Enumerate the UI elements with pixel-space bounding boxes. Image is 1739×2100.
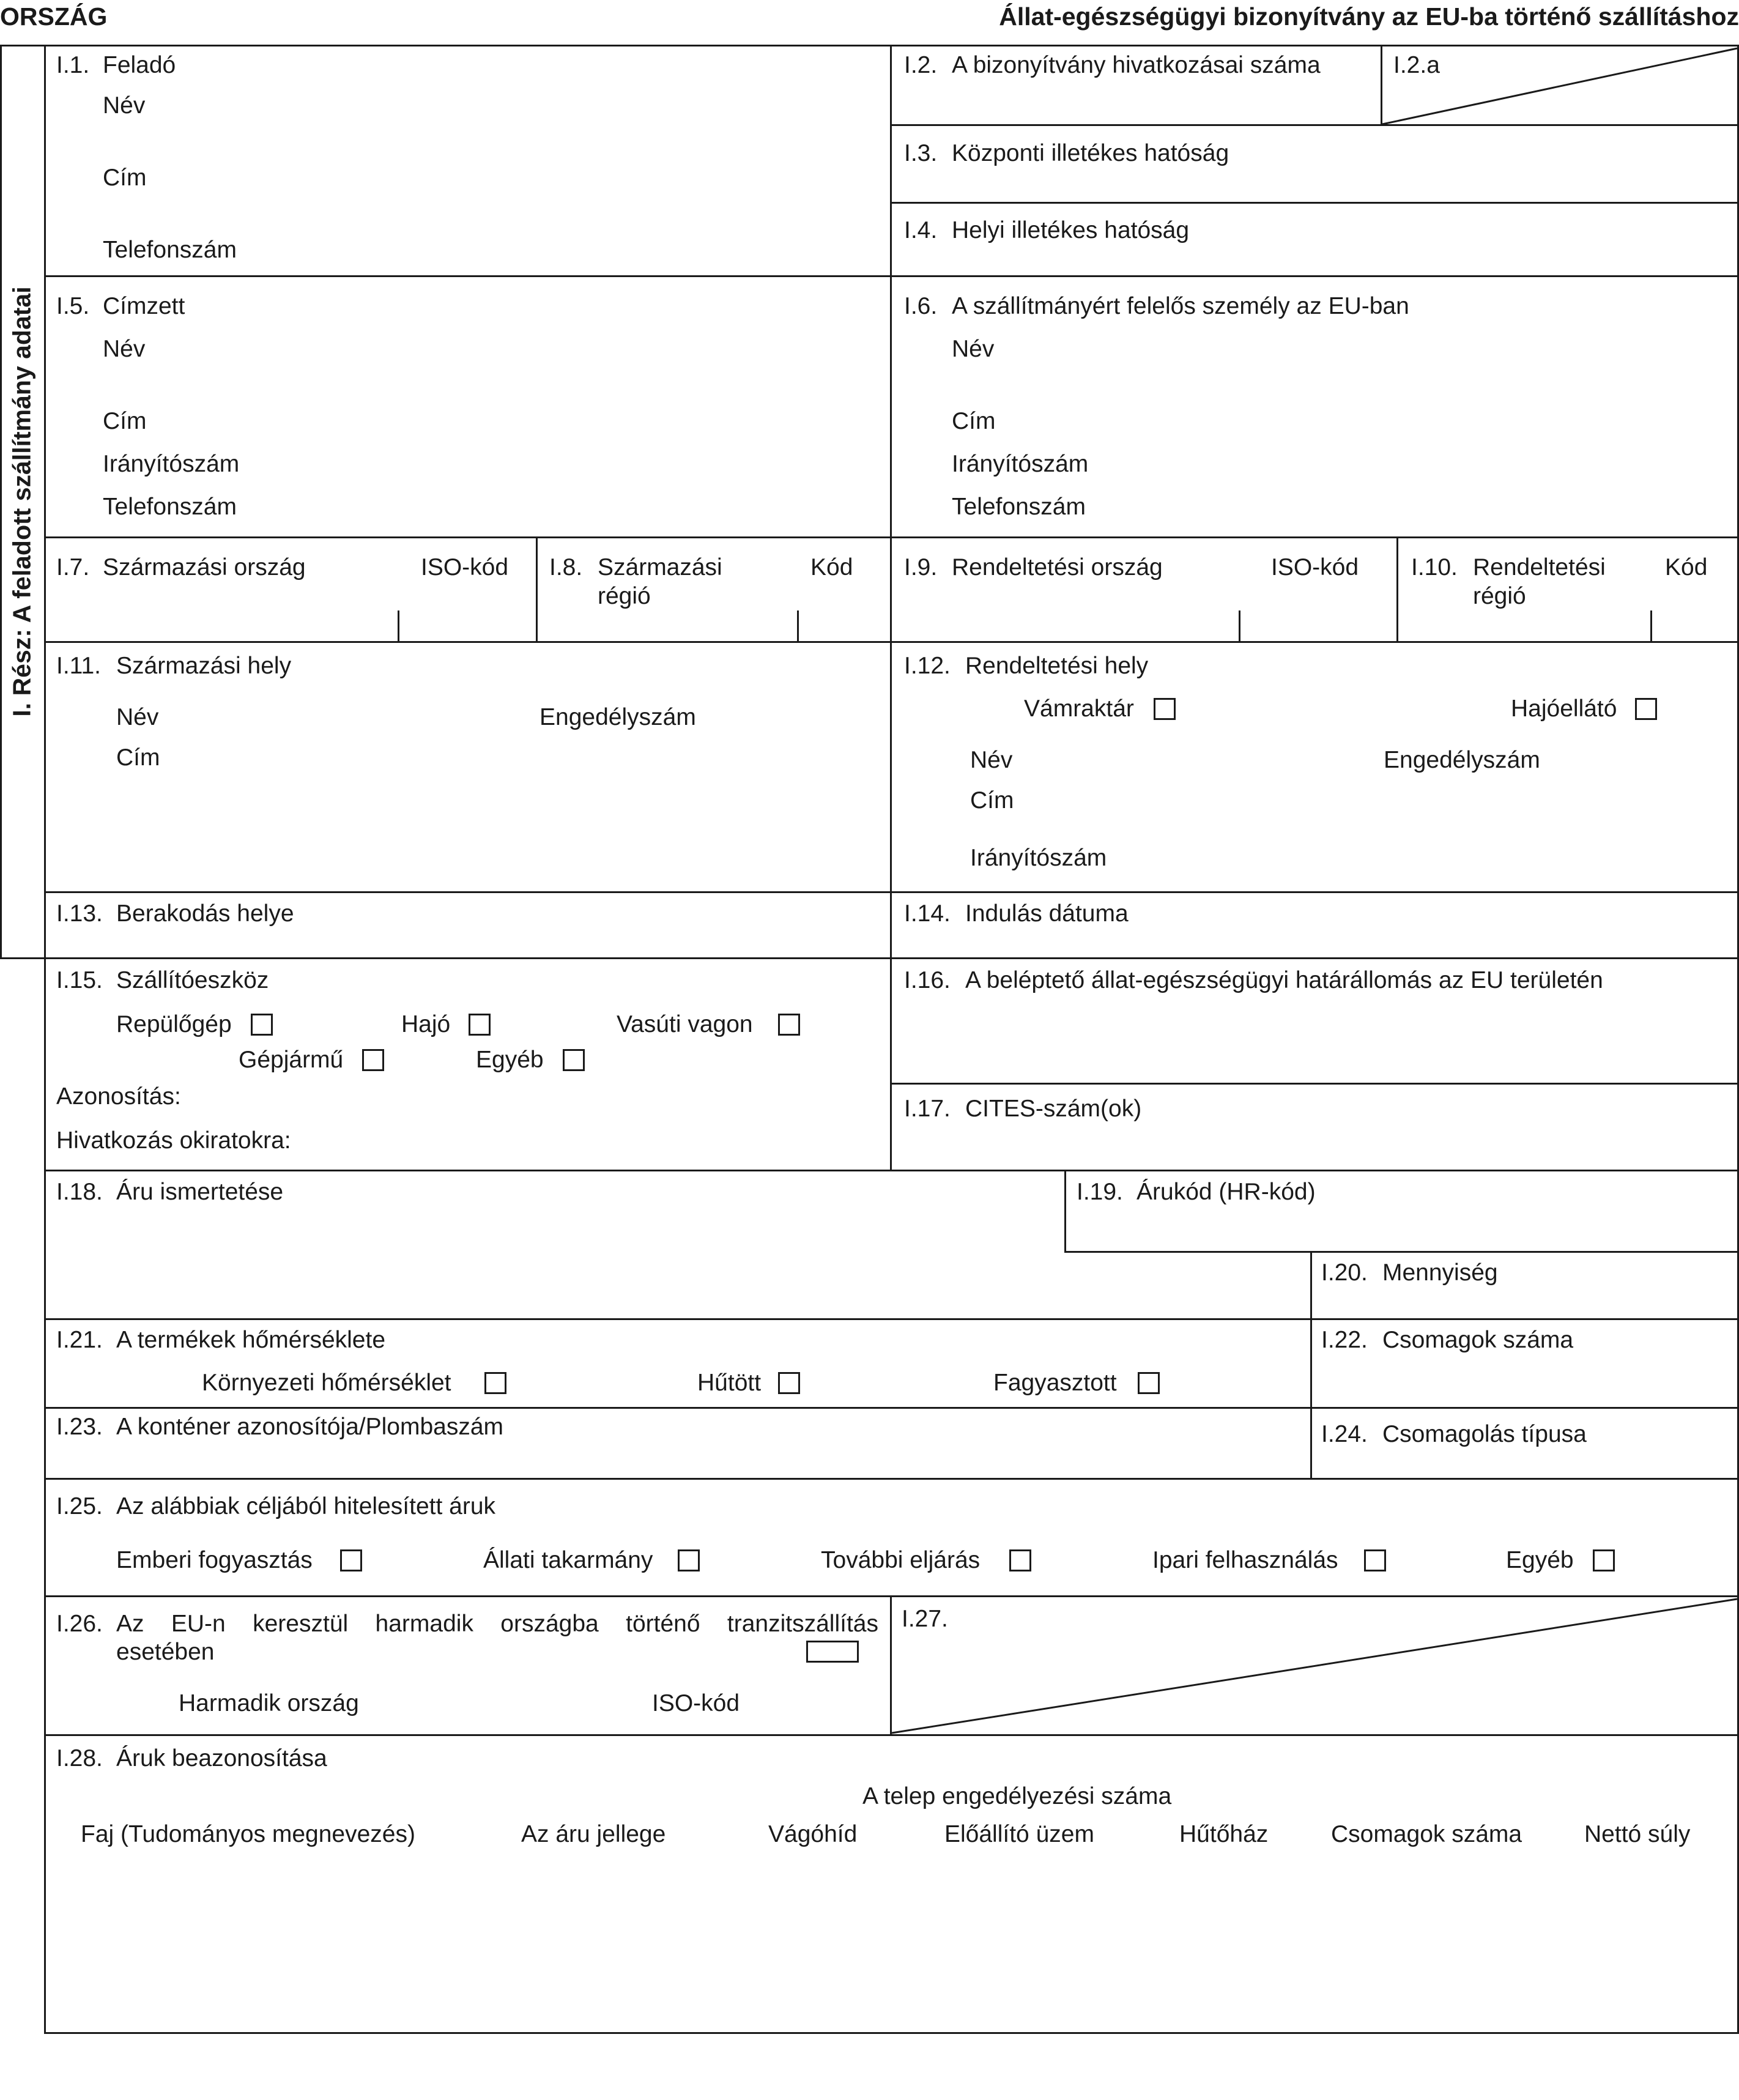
transport-rail-label: Vasúti vagon <box>617 1011 753 1037</box>
field-i12-postcode[interactable]: Irányítószám <box>970 845 1107 871</box>
field-i23-number: I.23. <box>56 1414 103 1440</box>
divider <box>44 1478 1739 1480</box>
field-i1-number: I.1. <box>56 52 90 78</box>
field-i1-address[interactable]: Cím <box>103 165 147 191</box>
temp-chilled-label: Hűtött <box>697 1370 762 1396</box>
field-i12-label: Rendeltetési hely <box>965 653 1149 679</box>
field-i1-label: Feladó <box>103 52 176 78</box>
checkbox-transport-other[interactable] <box>563 1049 585 1071</box>
field-i28-number: I.28. <box>56 1745 103 1772</box>
transport-identification[interactable]: Azonosítás: <box>56 1083 181 1110</box>
field-i22-number: I.22. <box>1321 1327 1368 1353</box>
checkbox-transport-road[interactable] <box>362 1049 384 1071</box>
checkbox-temp-frozen[interactable] <box>1138 1372 1160 1394</box>
field-i12-approval[interactable]: Engedélyszám <box>1384 747 1540 773</box>
field-i24-number: I.24. <box>1321 1421 1368 1447</box>
checkbox-transport-rail[interactable] <box>778 1014 800 1036</box>
transport-ship-label: Hajó <box>401 1011 451 1037</box>
checkbox-temp-ambient[interactable] <box>484 1372 506 1394</box>
transport-other-label: Egyéb <box>476 1047 544 1073</box>
field-i17-number: I.17. <box>904 1096 951 1122</box>
field-i18-number: I.18. <box>56 1179 103 1205</box>
column-header-net-weight: Nettó súly <box>1584 1821 1691 1847</box>
purpose-feed-label: Állati takarmány <box>483 1547 653 1573</box>
divider <box>1064 1251 1739 1253</box>
field-i25-number: I.25. <box>56 1493 103 1519</box>
field-i10-label-line2: régió <box>1473 583 1526 609</box>
field-i13-number: I.13. <box>56 900 103 927</box>
checkbox-ship-supplier[interactable] <box>1635 698 1657 720</box>
checkbox-transport-ship[interactable] <box>469 1014 491 1036</box>
field-i20-number: I.20. <box>1321 1260 1368 1286</box>
field-i6-phone[interactable]: Telefonszám <box>952 494 1086 520</box>
field-i15-label: Szállítóeszköz <box>116 967 269 993</box>
divider <box>1396 536 1398 643</box>
field-i13-label[interactable]: Berakodás helye <box>116 900 294 927</box>
divider <box>890 202 1739 204</box>
field-i6-name[interactable]: Név <box>952 336 995 362</box>
divider <box>44 1407 1739 1409</box>
field-i5-label: Címzett <box>103 293 185 319</box>
field-i5-phone[interactable]: Telefonszám <box>103 494 237 520</box>
field-i14-label[interactable]: Indulás dátuma <box>965 900 1129 927</box>
field-i8-number: I.8. <box>549 554 583 581</box>
field-i21-number: I.21. <box>56 1327 103 1353</box>
code-tick <box>398 610 399 642</box>
field-i12-number: I.12. <box>904 653 951 679</box>
column-header-cold-store: Hűtőház <box>1179 1821 1269 1847</box>
field-i5-postcode[interactable]: Irányítószám <box>103 451 240 477</box>
country-heading: ORSZÁG <box>0 2 108 31</box>
field-i7-label[interactable]: Származási ország <box>103 554 306 581</box>
field-i11-number: I.11. <box>56 653 101 679</box>
transport-road-label: Gépjármű <box>239 1047 344 1073</box>
field-i26-label: Az EU-n keresztül harmadik országba történő tranzitszállítás <box>116 1611 878 1637</box>
field-i11-approval[interactable]: Engedélyszám <box>539 704 696 730</box>
field-i7-code: ISO-kód <box>421 554 509 581</box>
frame-bottom <box>44 2032 1739 2034</box>
code-tick <box>797 610 799 642</box>
field-i14-number: I.14. <box>904 900 951 927</box>
field-i12-customs-label: Vámraktár <box>1024 696 1134 722</box>
checkbox-purpose-further[interactable] <box>1009 1549 1031 1571</box>
field-i16-label[interactable]: A beléptető állat-egészségügyi határállomás az EU területén <box>965 967 1603 993</box>
field-i8-label[interactable]: Származási <box>598 554 722 581</box>
field-i12-address[interactable]: Cím <box>970 787 1014 814</box>
field-i2a-strike-line <box>1382 46 1739 126</box>
field-i16-number: I.16. <box>904 967 951 993</box>
field-i1-phone[interactable]: Telefonszám <box>103 237 237 263</box>
field-i3-number: I.3. <box>904 140 938 166</box>
field-i11-name[interactable]: Név <box>116 704 159 730</box>
checkbox-purpose-other[interactable] <box>1593 1549 1615 1571</box>
field-i12-name[interactable]: Név <box>970 747 1013 773</box>
field-i19-number: I.19. <box>1077 1179 1123 1205</box>
column-header-nature: Az áru jellege <box>521 1821 666 1847</box>
field-i24-label[interactable]: Csomagolás típusa <box>1382 1421 1587 1447</box>
field-i11-address[interactable]: Cím <box>116 744 160 771</box>
field-i6-postcode[interactable]: Irányítószám <box>952 451 1089 477</box>
field-i20-label[interactable]: Mennyiség <box>1382 1260 1498 1286</box>
field-i12-ship-label: Hajóellátó <box>1511 696 1617 722</box>
divider <box>44 891 1739 893</box>
divider <box>44 275 1739 277</box>
checkbox-temp-chilled[interactable] <box>778 1372 800 1394</box>
divider <box>1310 1251 1312 1480</box>
field-i5-number: I.5. <box>56 293 90 319</box>
field-i6-address[interactable]: Cím <box>952 408 996 434</box>
field-i2-label[interactable]: A bizonyítvány hivatkozásai száma <box>952 52 1321 78</box>
field-i27-label: I.27. <box>902 1606 948 1632</box>
temp-ambient-label: Környezeti hőmérséklet <box>202 1370 451 1396</box>
divider <box>44 1318 1739 1320</box>
checkbox-customs-warehouse[interactable] <box>1154 698 1176 720</box>
field-i23-label[interactable]: A konténer azonosítója/Plombaszám <box>116 1414 504 1440</box>
purpose-human-label: Emberi fogyasztás <box>116 1547 313 1573</box>
field-i6-number: I.6. <box>904 293 938 319</box>
divider <box>890 45 892 959</box>
field-i10-label[interactable]: Rendeltetési <box>1473 554 1606 581</box>
field-i11-label: Származási hely <box>116 653 292 679</box>
field-i4-label[interactable]: Helyi illetékes hatóság <box>952 217 1190 243</box>
divider <box>890 957 892 1171</box>
field-i17-label[interactable]: CITES-szám(ok) <box>965 1096 1142 1122</box>
temp-frozen-label: Fagyasztott <box>993 1370 1117 1396</box>
field-i25-label: Az alábbiak céljából hitelesített áruk <box>116 1493 496 1519</box>
checkbox-purpose-feed[interactable] <box>678 1549 700 1571</box>
column-header-species: Faj (Tudományos megnevezés) <box>81 1821 415 1847</box>
field-i5-address[interactable]: Cím <box>103 408 147 434</box>
purpose-further-label: További eljárás <box>821 1547 981 1573</box>
field-i10-code: Kód <box>1665 554 1708 581</box>
transport-document-references[interactable]: Hivatkozás okiratokra: <box>56 1127 291 1154</box>
field-i9-number: I.9. <box>904 554 938 581</box>
checkbox-transport-plane[interactable] <box>251 1014 273 1036</box>
field-i7-number: I.7. <box>56 554 90 581</box>
column-header-processing-plant: Előállító üzem <box>944 1821 1094 1847</box>
field-i4-number: I.4. <box>904 217 938 243</box>
column-header-slaughterhouse: Vágóhíd <box>768 1821 858 1847</box>
field-i2-number: I.2. <box>904 52 938 78</box>
divider <box>44 641 1739 643</box>
field-i9-code: ISO-kód <box>1271 554 1359 581</box>
field-i26-label-line2: esetében <box>116 1639 215 1665</box>
divider <box>890 1083 1739 1085</box>
field-i5-name[interactable]: Név <box>103 336 146 362</box>
field-i10-number: I.10. <box>1411 554 1458 581</box>
field-i9-label[interactable]: Rendeltetési ország <box>952 554 1163 581</box>
checkbox-transit[interactable] <box>806 1641 859 1663</box>
field-i22-label[interactable]: Csomagok száma <box>1382 1327 1574 1353</box>
transport-plane-label: Repülőgép <box>116 1011 232 1037</box>
checkbox-purpose-human[interactable] <box>340 1549 362 1571</box>
divider <box>44 1170 1739 1171</box>
column-header-packages: Csomagok száma <box>1331 1821 1522 1847</box>
field-i2a-label[interactable]: I.2.a <box>1393 52 1440 78</box>
purpose-other-label: Egyéb <box>1506 1547 1574 1573</box>
divider <box>536 536 538 643</box>
field-i26-third-country[interactable]: Harmadik ország <box>179 1690 359 1716</box>
checkbox-purpose-industrial[interactable] <box>1364 1549 1386 1571</box>
purpose-industrial-label: Ipari felhasználás <box>1152 1547 1338 1573</box>
field-i26-iso-code[interactable]: ISO-kód <box>652 1690 740 1716</box>
certificate-title: Állat-egészségügyi bizonyítvány az EU-ba történő szállításhoz <box>999 2 1739 31</box>
field-i1-name[interactable]: Név <box>103 92 146 119</box>
field-i27-strike-line <box>892 1597 1739 1735</box>
field-i3-label[interactable]: Központi illetékes hatóság <box>952 140 1229 166</box>
side-bottom <box>0 957 46 959</box>
field-i21-label: A termékek hőmérséklete <box>116 1327 386 1353</box>
part-one-side-label: I. Rész: A feladott szállítmány adatai <box>7 286 36 717</box>
field-i18-label[interactable]: Áru ismertetése <box>116 1179 284 1205</box>
field-i8-label-line2: régió <box>598 583 651 609</box>
divider <box>1064 1170 1066 1253</box>
field-i6-label: A szállítmányért felelős személy az EU-ban <box>952 293 1409 319</box>
divider <box>44 536 1739 538</box>
field-i8-code: Kód <box>810 554 853 581</box>
field-i15-number: I.15. <box>56 967 103 993</box>
code-tick <box>1239 610 1240 642</box>
field-i28-label: Áruk beazonosítása <box>116 1745 327 1772</box>
approval-number-header: A telep engedélyezési száma <box>862 1783 1172 1809</box>
field-i26-number: I.26. <box>56 1611 103 1637</box>
code-tick <box>1650 610 1652 642</box>
field-i19-label[interactable]: Árukód (HR-kód) <box>1136 1179 1316 1205</box>
